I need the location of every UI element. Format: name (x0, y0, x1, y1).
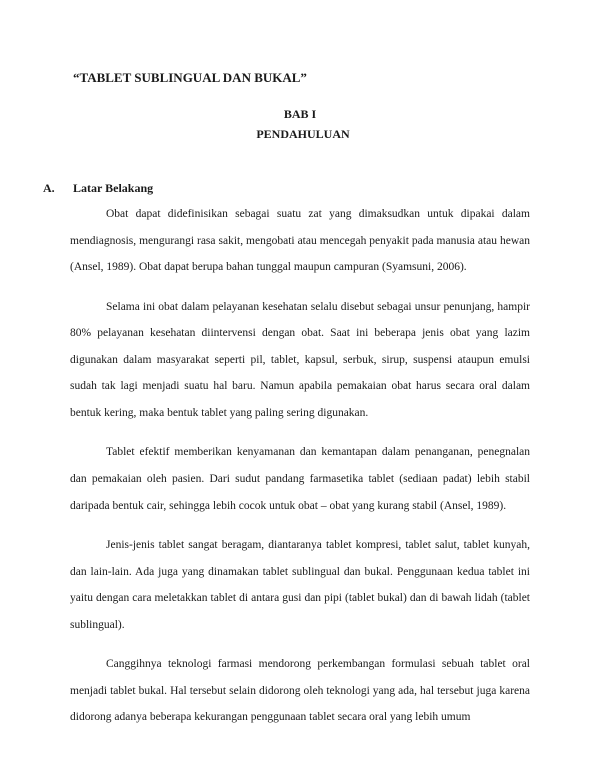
chapter-number: BAB I (283, 107, 317, 121)
section-heading (43, 181, 153, 196)
section-letter: A. (43, 181, 55, 195)
body-text (70, 201, 530, 744)
section-title: Latar Belakang (73, 181, 154, 195)
paragraph-5: Canggihnya teknologi farmasi mendorong perkembangan formulasi sebuah tablet oral menjadi tablet bukal. Hal tersebut selain didorong oleh teknologi yang ada, hal tersebut juga karena didorong adanya beberapa kekurangan penggunaan tablet secara oral yang lebih umum (70, 658, 530, 724)
chapter-title: PENDAHULUAN (256, 127, 350, 141)
paragraph-4: Jenis-jenis tablet sangat beragam, diantaranya tablet kompresi, tablet salut, tablet kunyah, dan lain-lain. Ada juga yang dinamakan tablet sublingual dan bukal. Penggunaan kedua tablet ini yaitu dengan cara meletakkan tablet di antara gusi dan pipi (tablet bukal) dan di bawah lidah (tablet sublingual). (70, 538, 530, 631)
paragraph-2: Selama ini obat dalam pelayanan kesehatan selalu disebut sebagai unsur penunjang, hampir 80% pelayanan kesehatan diintervensi dengan obat. Saat ini beberapa jenis obat yang lazim digunakan dalam masyarakat seperti pil, tablet, kapsul, serbuk, sirup, suspensi ataupun emulsi sudah tak lagi menjadi suatu hal baru. Namun apabila pemakaian obat harus secara oral dalam bentuk kering, maka bentuk tablet yang paling sering digunakan. (70, 300, 530, 419)
document-title: “TABLET SUBLINGUAL DAN BUKAL” (73, 70, 307, 85)
paragraph-3: Tablet efektif memberikan kenyamanan dan kemantapan dalam penanganan, penegnalan dan pemakaian oleh pasien. Dari sudut pandang farmasetika tablet (sediaan padat) lebih stabil daripada bentuk cair, sehingga lebih cocok untuk obat – obat yang kurang stabil (Ansel, 1989). (70, 446, 530, 512)
paragraph-1: Obat dapat didefinisikan sebagai suatu zat yang dimaksudkan untuk dipakai dalam mendiagnosis, mengurangi rasa sakit, mengobati atau mencegah penyakit pada manusia atau hewan (Ansel, 1989). Obat dapat berupa bahan tunggal maupun campuran (Syamsuni, 2006). (70, 208, 530, 274)
